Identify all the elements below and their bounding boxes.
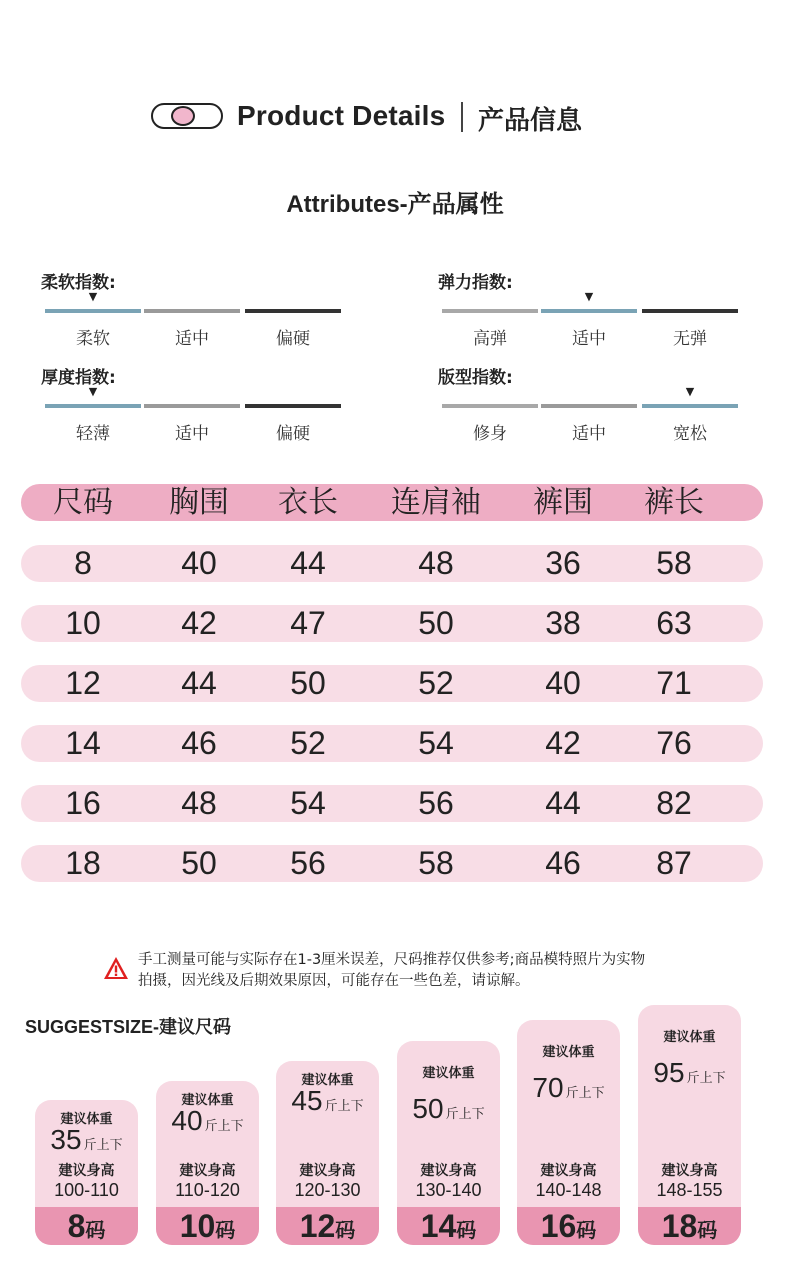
weight-unit: 斤上下 xyxy=(204,1119,244,1134)
size-unit: 码 xyxy=(85,1218,106,1242)
suggest-size-card xyxy=(397,1041,500,1245)
size-table-cell: 50 xyxy=(181,845,217,881)
weight-value: 70 xyxy=(532,1072,564,1103)
height-label: 建议身高 xyxy=(58,1163,115,1179)
suggested-weight xyxy=(156,1105,259,1137)
suggest-title-cn: 建议尺码 xyxy=(159,1017,232,1038)
scale-option-label: 高弹 xyxy=(473,329,507,349)
notice-line-1: 手工测量可能与实际存在1-3厘米误差，尺码推荐仅供参考;商品模特照片为实物 xyxy=(138,952,646,968)
weight-unit: 斤上下 xyxy=(83,1138,123,1153)
size-table-row xyxy=(21,725,763,762)
scale-option-label: 轻薄 xyxy=(76,424,110,444)
size-table-row xyxy=(21,665,763,702)
size-table-header-cell: 衣长 xyxy=(278,485,338,520)
weight-value: 45 xyxy=(291,1085,323,1116)
weight-value: 95 xyxy=(653,1057,685,1088)
size-table-cell: 40 xyxy=(181,545,217,581)
size-table-header-cell: 连肩袖 xyxy=(391,485,481,520)
size-table-cell: 52 xyxy=(290,725,326,761)
weight-label: 建议体重 xyxy=(422,1066,475,1081)
product-details-header xyxy=(0,98,790,138)
suggest-size-title xyxy=(25,1013,231,1039)
size-table-cell: 44 xyxy=(181,665,217,701)
size-unit: 码 xyxy=(576,1218,597,1242)
weight-unit: 斤上下 xyxy=(565,1086,605,1101)
attribute-scale-label: 厚度指数: xyxy=(41,368,116,388)
size-table-cell: 76 xyxy=(656,725,692,761)
size-table-cell: 52 xyxy=(418,665,454,701)
size-table-header-cell: 裤长 xyxy=(644,485,704,520)
size-value: 16 xyxy=(540,1208,577,1244)
scale-option-label: 适中 xyxy=(572,329,606,349)
size-table-cell: 48 xyxy=(181,785,217,821)
scale-option-label: 无弹 xyxy=(673,329,707,349)
scale-segment xyxy=(642,404,738,408)
size-table-cell: 10 xyxy=(65,605,101,641)
weight-label: 建议体重 xyxy=(181,1093,234,1108)
weight-value: 50 xyxy=(412,1093,444,1124)
scale-segment xyxy=(45,309,141,313)
weight-value: 35 xyxy=(50,1124,82,1155)
attribute-scale xyxy=(438,268,738,348)
size-table-cell: 63 xyxy=(656,605,692,641)
header-title-cn: 产品信息 xyxy=(478,106,583,136)
size-value: 8 xyxy=(67,1208,86,1244)
suggest-size-card xyxy=(156,1081,259,1245)
size-table-cell: 44 xyxy=(545,785,581,821)
size-table-cell: 50 xyxy=(290,665,326,701)
size-table-cell: 58 xyxy=(418,845,454,881)
suggest-size-card xyxy=(517,1020,620,1245)
suggest-size-card xyxy=(35,1100,138,1245)
scale-segment xyxy=(144,309,240,313)
scale-option-label: 适中 xyxy=(175,424,209,444)
attribute-scale-label: 版型指数: xyxy=(438,368,513,388)
toggle-knob xyxy=(171,106,195,126)
height-label: 建议身高 xyxy=(179,1163,236,1179)
size-table-cell: 18 xyxy=(65,845,101,881)
size-value: 12 xyxy=(299,1208,336,1244)
scale-option-label: 宽松 xyxy=(673,424,707,444)
attribute-scale xyxy=(41,363,341,443)
suggested-height: 120-130 xyxy=(294,1180,361,1200)
weight-label: 建议体重 xyxy=(301,1073,354,1088)
attribute-scale xyxy=(41,268,341,348)
scale-option-label: 适中 xyxy=(175,329,209,349)
suggested-height: 140-148 xyxy=(535,1180,602,1200)
size-value: 14 xyxy=(420,1208,457,1244)
size-table-cell: 44 xyxy=(290,545,326,581)
size-unit: 码 xyxy=(215,1218,236,1242)
size-table-cell: 40 xyxy=(545,665,581,701)
size-table-row xyxy=(21,605,763,642)
size-table-cell: 42 xyxy=(545,725,581,761)
selection-marker-icon: ▼ xyxy=(88,290,98,303)
size-table-cell: 46 xyxy=(181,725,217,761)
size-band xyxy=(517,1207,620,1245)
size-table-cell: 56 xyxy=(290,845,326,881)
weight-label: 建议体重 xyxy=(60,1112,113,1127)
height-label: 建议身高 xyxy=(420,1163,477,1179)
suggested-height: 100-110 xyxy=(54,1180,119,1200)
weight-unit: 斤上下 xyxy=(686,1071,726,1086)
suggested-weight xyxy=(638,1057,741,1089)
notice-text xyxy=(138,950,758,992)
size-table-header-cell: 胸围 xyxy=(169,485,229,520)
size-table-cell: 36 xyxy=(545,545,581,581)
size-unit: 码 xyxy=(456,1218,477,1242)
size-table-cell: 71 xyxy=(656,665,692,701)
suggested-weight xyxy=(517,1072,620,1104)
suggested-weight xyxy=(397,1093,500,1125)
size-band xyxy=(638,1207,741,1245)
header-divider xyxy=(461,102,463,132)
size-table-header-row xyxy=(21,484,763,521)
suggest-title-en: SUGGESTSIZE- xyxy=(25,1017,160,1037)
scale-option-label: 柔软 xyxy=(76,329,110,349)
weight-label: 建议体重 xyxy=(663,1030,716,1045)
attribute-scale-label: 柔软指数: xyxy=(41,273,116,293)
size-value: 18 xyxy=(661,1208,698,1244)
scale-segment xyxy=(442,309,538,313)
size-table-cell: 47 xyxy=(290,605,326,641)
suggest-size-card xyxy=(276,1061,379,1245)
size-band xyxy=(35,1207,138,1245)
size-table-row xyxy=(21,785,763,822)
scale-segment xyxy=(541,404,637,408)
size-table-cell: 42 xyxy=(181,605,217,641)
size-table-cell: 58 xyxy=(656,545,692,581)
size-table-cell: 8 xyxy=(74,545,92,581)
height-label: 建议身高 xyxy=(661,1163,718,1179)
selection-marker-icon: ▼ xyxy=(685,385,695,398)
size-table-cell: 48 xyxy=(418,545,454,581)
size-table-cell: 14 xyxy=(65,725,101,761)
size-table-cell: 46 xyxy=(545,845,581,881)
attribute-scale-label: 弹力指数: xyxy=(438,273,513,293)
warning-triangle-icon xyxy=(103,956,129,980)
size-unit: 码 xyxy=(697,1218,718,1242)
height-label: 建议身高 xyxy=(540,1163,597,1179)
size-table-cell: 54 xyxy=(418,725,454,761)
scale-option-label: 偏硬 xyxy=(276,329,310,349)
toggle-decoration-icon xyxy=(151,103,223,129)
size-table-header-cell: 裤围 xyxy=(533,485,593,520)
notice-line-2: 拍摄，因光线及后期效果原因，可能存在一些色差，请谅解。 xyxy=(138,973,530,989)
weight-unit: 斤上下 xyxy=(445,1107,485,1122)
scale-segment xyxy=(144,404,240,408)
size-table-cell: 56 xyxy=(418,785,454,821)
attribute-scale xyxy=(438,363,738,443)
scale-segment xyxy=(642,309,738,313)
size-table-cell: 82 xyxy=(656,785,692,821)
weight-label: 建议体重 xyxy=(542,1045,595,1060)
size-table-row xyxy=(21,845,763,882)
scale-segment xyxy=(245,404,341,408)
size-table-cell: 50 xyxy=(418,605,454,641)
size-band xyxy=(276,1207,379,1245)
size-table-cell: 38 xyxy=(545,605,581,641)
selection-marker-icon: ▼ xyxy=(584,290,594,303)
size-value: 10 xyxy=(179,1208,216,1244)
size-table-row xyxy=(21,545,763,582)
selection-marker-icon: ▼ xyxy=(88,385,98,398)
height-label: 建议身高 xyxy=(299,1163,356,1179)
scale-segment xyxy=(45,404,141,408)
suggested-height: 130-140 xyxy=(415,1180,482,1200)
header-title-en: Product Details xyxy=(237,100,446,131)
suggested-weight xyxy=(276,1085,379,1117)
scale-option-label: 适中 xyxy=(572,424,606,444)
scale-segment xyxy=(541,309,637,313)
size-band xyxy=(397,1207,500,1245)
scale-segment xyxy=(245,309,341,313)
size-table-cell: 12 xyxy=(65,665,101,701)
size-table-header-cell: 尺码 xyxy=(53,485,113,520)
suggested-height: 148-155 xyxy=(656,1180,723,1200)
size-table-cell: 87 xyxy=(656,845,692,881)
suggested-weight xyxy=(35,1124,138,1156)
scale-segment xyxy=(442,404,538,408)
scale-option-label: 偏硬 xyxy=(276,424,310,444)
size-band xyxy=(156,1207,259,1245)
scale-option-label: 修身 xyxy=(473,424,507,444)
size-unit: 码 xyxy=(335,1218,356,1242)
size-table-cell: 16 xyxy=(65,785,101,821)
weight-value: 40 xyxy=(171,1105,203,1136)
suggest-size-card xyxy=(638,1005,741,1245)
weight-unit: 斤上下 xyxy=(324,1099,364,1114)
suggested-height: 110-120 xyxy=(175,1180,240,1200)
size-table-cell: 54 xyxy=(290,785,326,821)
attributes-title: Attributes-产品属性 xyxy=(286,191,504,218)
